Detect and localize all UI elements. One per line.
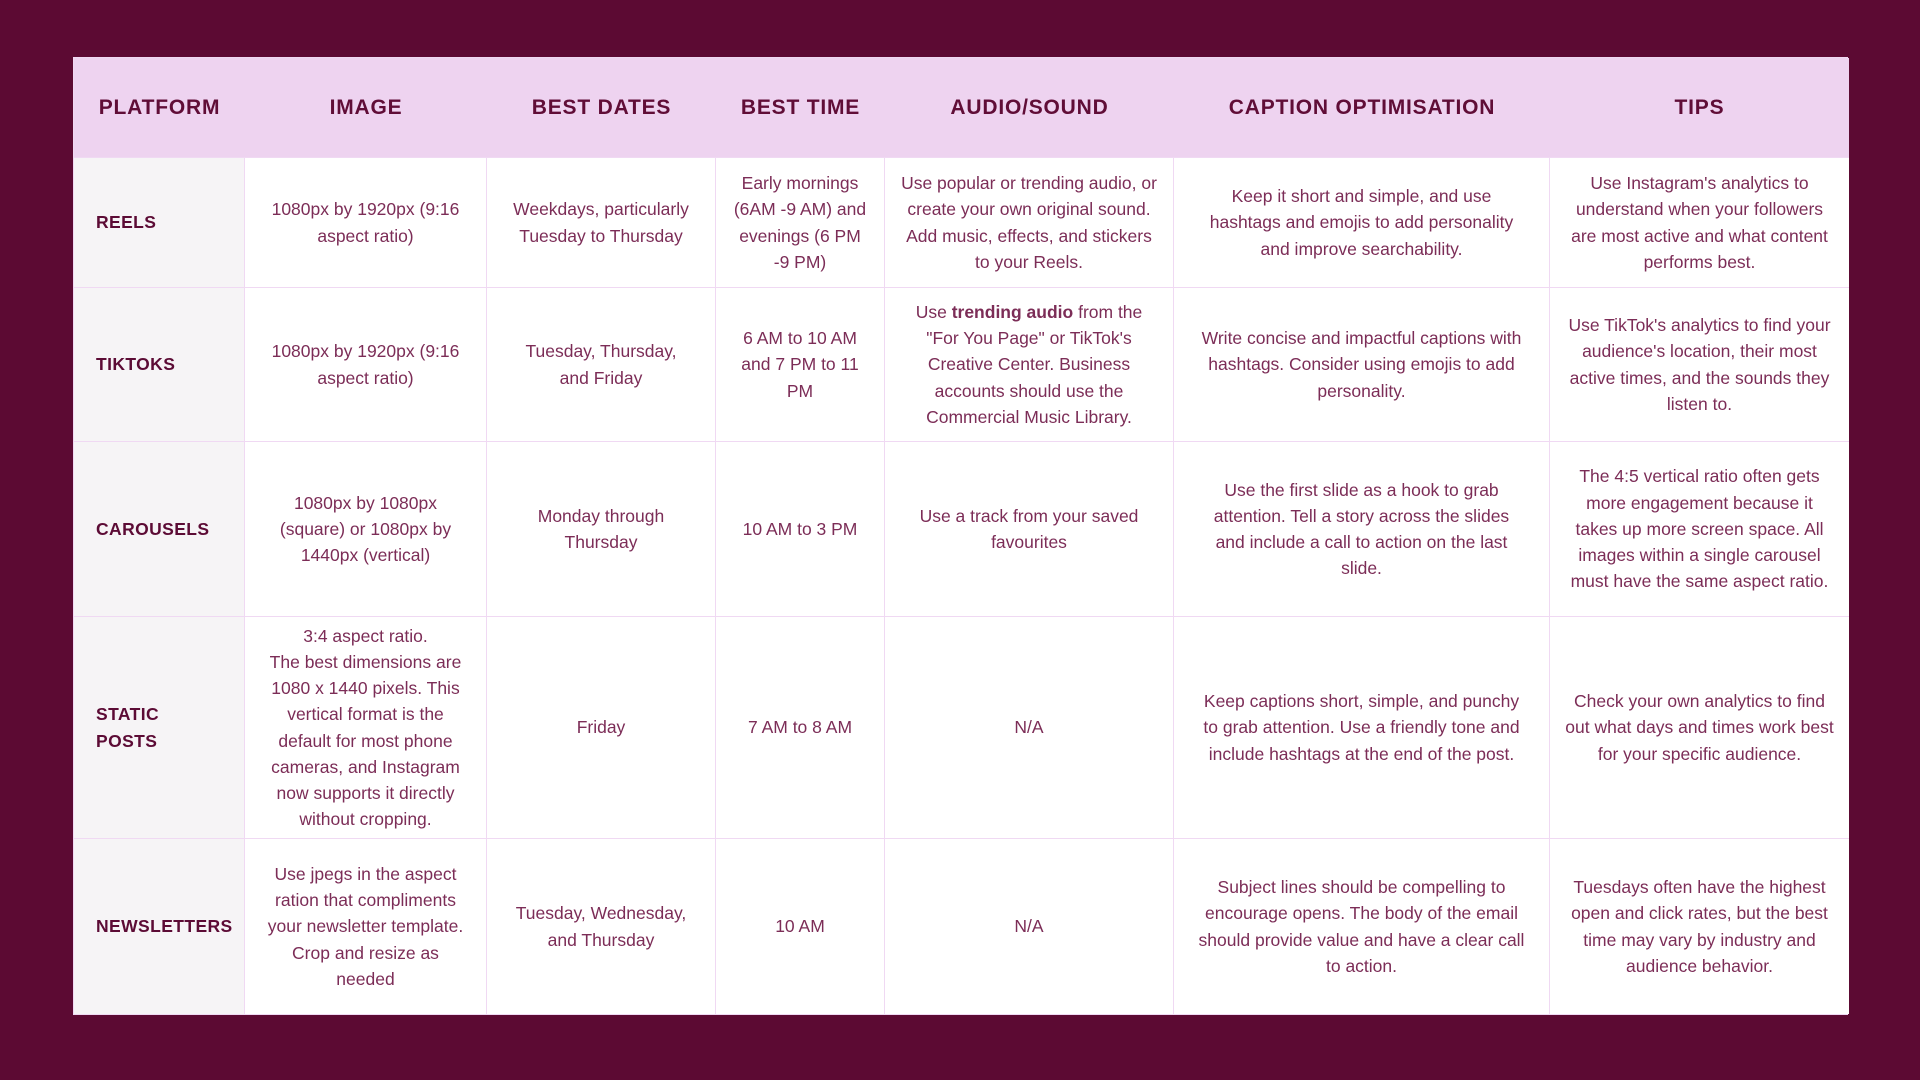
- newsletters-best-time-cell: 10 AM: [716, 839, 885, 1014]
- column-header-tips: TIPS: [1550, 58, 1849, 158]
- static-posts-best-dates-cell: Friday: [487, 617, 716, 839]
- static-posts-audio-cell: N/A: [885, 617, 1174, 839]
- reels-tips-cell: Use Instagram's analytics to understand when your followers are most active and what content performs best.: [1550, 158, 1849, 288]
- static-posts-image-line2: The best dimensions are 1080 x 1440 pixels. This vertical format is the default for most phone cameras, and Instagram now supports it directly without cropping.: [269, 651, 462, 830]
- tiktoks-tips-cell: Use TikTok's analytics to find your audience's location, their most active times, and the sounds they listen to.: [1550, 288, 1849, 442]
- tiktoks-best-dates-cell: Tuesday, Thursday, and Friday: [487, 288, 716, 442]
- reels-caption-cell: Keep it short and simple, and use hashtags and emojis to add personality and improve searchability.: [1174, 158, 1550, 288]
- column-header-image: IMAGE: [245, 58, 487, 158]
- row-label-carousels: CAROUSELS: [74, 442, 245, 617]
- reels-best-dates-cell: Weekdays, particularly Tuesday to Thursday: [487, 158, 716, 288]
- static-posts-image-cell: [245, 617, 487, 839]
- reels-audio-cell: Use popular or trending audio, or create your own original sound. Add music, effects, and stickers to your Reels.: [885, 158, 1174, 288]
- column-header-audio-sound: AUDIO/SOUND: [885, 58, 1174, 158]
- column-header-best-dates: BEST DATES: [487, 58, 716, 158]
- carousels-best-dates-cell: Monday through Thursday: [487, 442, 716, 617]
- tiktoks-caption-cell: Write concise and impactful captions with hashtags. Consider using emojis to add personality.: [1174, 288, 1550, 442]
- row-label-newsletters: NEWSLETTERS: [74, 839, 245, 1014]
- static-posts-caption-cell: Keep captions short, simple, and punchy to grab attention. Use a friendly tone and include hashtags at the end of the post.: [1174, 617, 1550, 839]
- tiktoks-audio-cell: [885, 288, 1174, 442]
- tiktoks-best-time-cell: 6 AM to 10 AM and 7 PM to 11 PM: [716, 288, 885, 442]
- carousels-tips-cell: The 4:5 vertical ratio often gets more engagement because it takes up more screen space. All images within a single carousel must have the same aspect ratio.: [1550, 442, 1849, 617]
- tiktoks-audio-text-bold: trending audio: [951, 301, 1074, 322]
- tiktoks-audio-text-start: Use: [915, 301, 952, 322]
- newsletters-best-dates-cell: Tuesday, Wednesday, and Thursday: [487, 839, 716, 1014]
- carousels-caption-cell: Use the first slide as a hook to grab attention. Tell a story across the slides and include a call to action on the last slide.: [1174, 442, 1550, 617]
- carousels-image-cell: 1080px by 1080px (square) or 1080px by 1440px (vertical): [245, 442, 487, 617]
- row-label-static-posts: STATIC POSTS: [74, 617, 245, 839]
- newsletters-image-cell: Use jpegs in the aspect ration that compliments your newsletter template. Crop and resize as needed: [245, 839, 487, 1014]
- reels-best-time-cell: Early mornings (6AM -9 AM) and evenings (6 PM -9 PM): [716, 158, 885, 288]
- row-label-tiktoks: TIKTOKS: [74, 288, 245, 442]
- static-posts-tips-cell: Check your own analytics to find out what days and times work best for your specific audience.: [1550, 617, 1849, 839]
- newsletters-audio-cell: N/A: [885, 839, 1174, 1014]
- column-header-best-time: BEST TIME: [716, 58, 885, 158]
- newsletters-caption-cell: Subject lines should be compelling to encourage opens. The body of the email should provide value and have a clear call to action.: [1174, 839, 1550, 1014]
- carousels-audio-cell: Use a track from your saved favourites: [885, 442, 1174, 617]
- social-media-schedule-table: [73, 57, 1848, 1015]
- carousels-best-time-cell: 10 AM to 3 PM: [716, 442, 885, 617]
- tiktoks-audio-text-rest: from the "For You Page" or TikTok's Creative Center. Business accounts should use the Commercial Music Library.: [926, 301, 1143, 427]
- newsletters-tips-cell: Tuesdays often have the highest open and click rates, but the best time may vary by industry and audience behavior.: [1550, 839, 1849, 1014]
- tiktoks-image-cell: 1080px by 1920px (9:16 aspect ratio): [245, 288, 487, 442]
- column-header-caption-optimisation: CAPTION OPTIMISATION: [1174, 58, 1550, 158]
- static-posts-image-line1: 3:4 aspect ratio.: [303, 625, 428, 646]
- column-header-platform: PLATFORM: [74, 58, 245, 158]
- static-posts-best-time-cell: 7 AM to 8 AM: [716, 617, 885, 839]
- reels-image-cell: 1080px by 1920px (9:16 aspect ratio): [245, 158, 487, 288]
- row-label-reels: REELS: [74, 158, 245, 288]
